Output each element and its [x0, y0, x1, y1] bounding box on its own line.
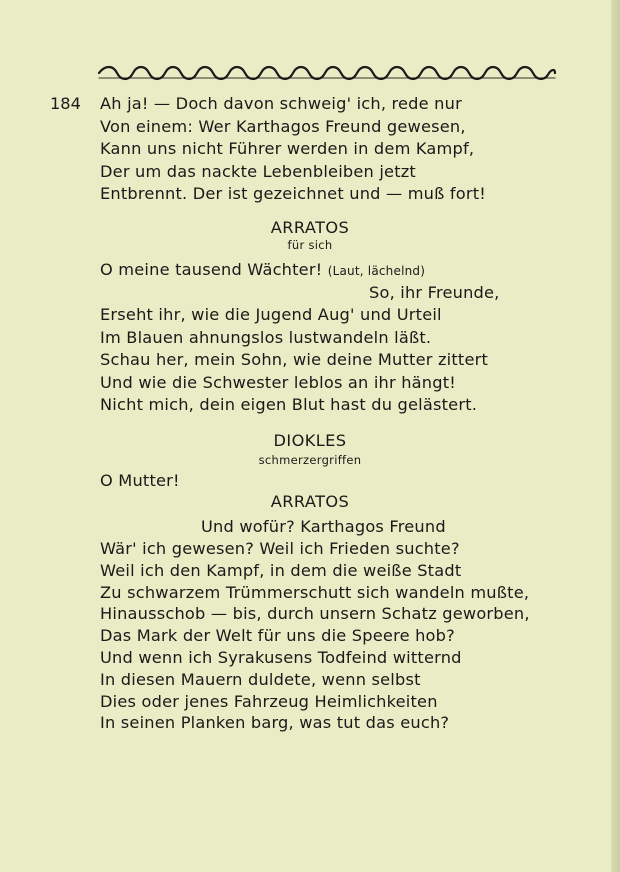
verse-line: Entbrennt. Der ist gezeichnet und — muß fort! — [100, 184, 486, 203]
verse-line: Und wenn ich Syrakusens Todfeind witternd — [100, 648, 462, 667]
verse-line: Wär' ich gewesen? Weil ich Frieden suchte? — [100, 539, 460, 558]
verse-line: Erseht ihr, wie die Jugend Aug' und Urteil — [100, 305, 442, 324]
verse-line: O Mutter! — [100, 471, 180, 490]
verse-line: Ah ja! — Doch davon schweig' ich, rede nur — [100, 94, 462, 113]
verse-line: Schau her, mein Sohn, wie deine Mutter zittert — [100, 350, 489, 369]
inline-stage-direction: (Laut, lächelnd) — [327, 264, 426, 278]
verse-line-indented: Und wofür? Karthagos Freund — [201, 517, 446, 536]
stage-direction-fuer-sich: für sich — [287, 238, 333, 252]
verse-line: Zu schwarzem Trümmerschutt sich wandeln mußte, — [100, 582, 530, 602]
verse-line-indented: So, ihr Freunde, — [369, 283, 500, 302]
verse-line — [100, 260, 425, 281]
verse-line: Dies oder jenes Fahrzeug Heimlichkeiten — [100, 691, 438, 711]
verse-line: In seinen Planken barg, was tut das euch? — [100, 713, 450, 733]
verse-line: Das Mark der Welt für uns die Speere hob? — [100, 626, 455, 646]
verse-line: Weil ich den Kampf, in dem die weiße Stadt — [100, 560, 462, 580]
verse-line: Und wie die Schwester leblos an ihr hängt! — [100, 372, 456, 392]
verse-line: Nicht mich, dein eigen Blut hast du gelästert. — [100, 395, 478, 414]
verse-line: Im Blauen ahnungslos lustwandeln läßt. — [100, 327, 432, 347]
stage-direction-schmerzergriffen: schmerzergriffen — [258, 453, 362, 467]
ornament-border — [97, 63, 557, 83]
verse-line: Kann uns nicht Führer werden in dem Kampf, — [100, 139, 475, 158]
verse-line: In diesen Mauern duldete, wenn selbst — [100, 669, 421, 689]
verse-text: O meine tausend Wächter! — [100, 260, 323, 279]
verse-line: Hinausschob — bis, durch unsern Schatz geworben, — [100, 604, 530, 624]
speaker-arratos: ARRATOS — [270, 218, 350, 237]
verse-number: 184 — [50, 94, 81, 113]
speaker-arratos-2: ARRATOS — [270, 492, 350, 511]
page-edge-shadow — [611, 0, 620, 872]
speaker-diokles: DIOKLES — [273, 431, 347, 450]
verse-line: Von einem: Wer Karthagos Freund gewesen, — [100, 116, 466, 136]
verse-line: Der um das nackte Lebenbleiben jetzt — [100, 161, 416, 181]
